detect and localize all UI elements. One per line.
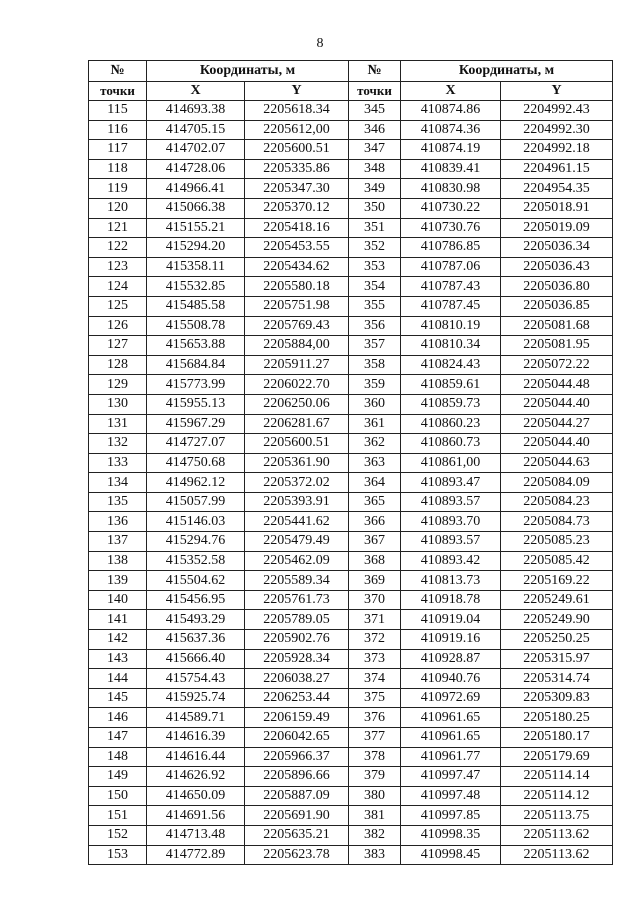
point-number-cell: 120 — [89, 198, 147, 218]
y-coordinate-cell: 2206159.49 — [245, 708, 349, 728]
y-coordinate-cell: 2205169.22 — [501, 571, 613, 591]
point-number-cell: 145 — [89, 688, 147, 708]
x-coordinate-cell: 415666.40 — [147, 649, 245, 669]
y-coordinate-cell: 2206038.27 — [245, 669, 349, 689]
x-coordinate-cell: 410859.73 — [401, 394, 501, 414]
point-number-cell: 357 — [349, 336, 401, 356]
x-coordinate-cell: 410997.85 — [401, 806, 501, 826]
x-coordinate-cell: 410787.45 — [401, 296, 501, 316]
point-number-cell: 128 — [89, 355, 147, 375]
y-coordinate-cell: 2205691.90 — [245, 806, 349, 826]
table-header — [89, 61, 613, 101]
x-coordinate-cell: 414616.44 — [147, 747, 245, 767]
point-number-cell: 143 — [89, 649, 147, 669]
x-coordinate-cell: 410810.19 — [401, 316, 501, 336]
x-coordinate-cell: 415684.84 — [147, 355, 245, 375]
y-column-header: Y — [501, 82, 613, 101]
table-row — [89, 277, 613, 297]
y-coordinate-cell: 2205441.62 — [245, 512, 349, 532]
x-coordinate-cell: 415754.43 — [147, 669, 245, 689]
point-number-cell: 379 — [349, 767, 401, 787]
point-number-cell: 371 — [349, 610, 401, 630]
point-number-cell: 139 — [89, 571, 147, 591]
y-coordinate-cell: 2205635.21 — [245, 825, 349, 845]
x-coordinate-cell: 414962.12 — [147, 473, 245, 493]
point-number-cell: 118 — [89, 159, 147, 179]
x-coordinate-cell: 414691.56 — [147, 806, 245, 826]
y-coordinate-cell: 2205084.73 — [501, 512, 613, 532]
x-coordinate-cell: 415294.20 — [147, 238, 245, 258]
x-coordinate-cell: 415967.29 — [147, 414, 245, 434]
table-row — [89, 296, 613, 316]
x-coordinate-cell: 410874.19 — [401, 140, 501, 160]
y-coordinate-cell: 2205085.23 — [501, 532, 613, 552]
y-coordinate-cell: 2205044.48 — [501, 375, 613, 395]
point-number-cell: 130 — [89, 394, 147, 414]
table-row — [89, 767, 613, 787]
x-coordinate-cell: 410919.04 — [401, 610, 501, 630]
y-coordinate-cell: 2204961.15 — [501, 159, 613, 179]
y-coordinate-cell: 2205761.73 — [245, 590, 349, 610]
page-number: 8 — [316, 36, 324, 51]
point-number-cell: 362 — [349, 434, 401, 454]
x-coordinate-cell: 414650.09 — [147, 786, 245, 806]
x-coordinate-cell: 414616.39 — [147, 728, 245, 748]
table-row — [89, 669, 613, 689]
point-number-cell: 368 — [349, 551, 401, 571]
x-coordinate-cell: 410928.87 — [401, 649, 501, 669]
y-coordinate-cell: 2205113.62 — [501, 825, 613, 845]
point-number-cell: 361 — [349, 414, 401, 434]
y-coordinate-cell: 2205896.66 — [245, 767, 349, 787]
y-coordinate-cell: 2205623.78 — [245, 845, 349, 865]
x-coordinate-cell: 415508.78 — [147, 316, 245, 336]
point-number-cell: 350 — [349, 198, 401, 218]
point-number-header: № — [349, 61, 401, 82]
y-coordinate-cell: 2205114.12 — [501, 786, 613, 806]
point-number-cell: 150 — [89, 786, 147, 806]
y-coordinate-cell: 2205180.25 — [501, 708, 613, 728]
point-number-cell: 365 — [349, 492, 401, 512]
x-coordinate-cell: 410998.45 — [401, 845, 501, 865]
x-coordinate-cell: 415955.13 — [147, 394, 245, 414]
point-number-cell: 152 — [89, 825, 147, 845]
x-coordinate-cell: 410893.42 — [401, 551, 501, 571]
x-coordinate-cell: 415637.36 — [147, 630, 245, 650]
y-coordinate-cell: 2205180.17 — [501, 728, 613, 748]
x-coordinate-cell: 414702.07 — [147, 140, 245, 160]
y-coordinate-cell: 2205884,00 — [245, 336, 349, 356]
point-number-cell: 381 — [349, 806, 401, 826]
y-coordinate-cell: 2206022.70 — [245, 375, 349, 395]
x-coordinate-cell: 415493.29 — [147, 610, 245, 630]
y-coordinate-cell: 2205081.95 — [501, 336, 613, 356]
y-coordinate-cell: 2205019.09 — [501, 218, 613, 238]
y-coordinate-cell: 2205036.34 — [501, 238, 613, 258]
x-coordinate-cell: 415146.03 — [147, 512, 245, 532]
x-coordinate-cell: 414772.89 — [147, 845, 245, 865]
table-row — [89, 140, 613, 160]
x-coordinate-cell: 410830.98 — [401, 179, 501, 199]
point-number-cell: 119 — [89, 179, 147, 199]
x-column-header: X — [147, 82, 245, 101]
point-number-cell: 116 — [89, 120, 147, 140]
x-coordinate-cell: 415504.62 — [147, 571, 245, 591]
table-row — [89, 688, 613, 708]
y-coordinate-cell: 2205113.75 — [501, 806, 613, 826]
point-number-cell: 352 — [349, 238, 401, 258]
point-number-cell: 153 — [89, 845, 147, 865]
y-coordinate-cell: 2205314.74 — [501, 669, 613, 689]
y-coordinate-cell: 2206250.06 — [245, 394, 349, 414]
point-number-cell: 376 — [349, 708, 401, 728]
y-coordinate-cell: 2205309.83 — [501, 688, 613, 708]
point-number-cell: 374 — [349, 669, 401, 689]
point-number-cell: 141 — [89, 610, 147, 630]
point-number-cell: 115 — [89, 101, 147, 121]
x-coordinate-cell: 414693.38 — [147, 101, 245, 121]
point-number-cell: 353 — [349, 257, 401, 277]
y-coordinate-cell: 2205044.27 — [501, 414, 613, 434]
x-coordinate-cell: 410824.43 — [401, 355, 501, 375]
table-row — [89, 355, 613, 375]
y-coordinate-cell: 2205179.69 — [501, 747, 613, 767]
x-coordinate-cell: 415358.11 — [147, 257, 245, 277]
y-coordinate-cell: 2205600.51 — [245, 434, 349, 454]
y-coordinate-cell: 2206042.65 — [245, 728, 349, 748]
y-coordinate-cell: 2205600.51 — [245, 140, 349, 160]
table-row — [89, 453, 613, 473]
x-coordinate-cell: 410787.06 — [401, 257, 501, 277]
coordinates-table — [88, 60, 613, 865]
table-row — [89, 159, 613, 179]
point-number-cell: 140 — [89, 590, 147, 610]
y-coordinate-cell: 2204992.43 — [501, 101, 613, 121]
x-coordinate-cell: 415066.38 — [147, 198, 245, 218]
point-number-cell: 151 — [89, 806, 147, 826]
point-number-cell: 121 — [89, 218, 147, 238]
x-coordinate-cell: 410940.76 — [401, 669, 501, 689]
point-number-cell: 125 — [89, 296, 147, 316]
point-number-cell: 127 — [89, 336, 147, 356]
y-coordinate-cell: 2205393.91 — [245, 492, 349, 512]
point-number-cell: 123 — [89, 257, 147, 277]
table-row — [89, 336, 613, 356]
y-coordinate-cell: 2205434.62 — [245, 257, 349, 277]
table-row — [89, 630, 613, 650]
x-coordinate-cell: 410859.61 — [401, 375, 501, 395]
x-coordinate-cell: 410893.47 — [401, 473, 501, 493]
y-coordinate-cell: 2205113.62 — [501, 845, 613, 865]
table-row — [89, 532, 613, 552]
table-row — [89, 551, 613, 571]
y-coordinate-cell: 2205347.30 — [245, 179, 349, 199]
y-coordinate-cell: 2205589.34 — [245, 571, 349, 591]
table-row — [89, 198, 613, 218]
y-coordinate-cell: 2205084.09 — [501, 473, 613, 493]
point-word-header: точки — [349, 82, 401, 101]
x-coordinate-cell: 410860.23 — [401, 414, 501, 434]
table-row — [89, 473, 613, 493]
y-coordinate-cell: 2205315.97 — [501, 649, 613, 669]
table-row — [89, 394, 613, 414]
x-coordinate-cell: 414727.07 — [147, 434, 245, 454]
y-coordinate-cell: 2205361.90 — [245, 453, 349, 473]
y-coordinate-cell: 2204992.18 — [501, 140, 613, 160]
point-number-cell: 117 — [89, 140, 147, 160]
y-coordinate-cell: 2205769.43 — [245, 316, 349, 336]
coordinates-header: Координаты, м — [401, 61, 613, 82]
x-coordinate-cell: 410787.43 — [401, 277, 501, 297]
x-coordinate-cell: 410874.86 — [401, 101, 501, 121]
table-row — [89, 728, 613, 748]
x-coordinate-cell: 410860.73 — [401, 434, 501, 454]
y-coordinate-cell: 2205036.85 — [501, 296, 613, 316]
table-row — [89, 492, 613, 512]
x-coordinate-cell: 410874.36 — [401, 120, 501, 140]
y-coordinate-cell: 2204992.30 — [501, 120, 613, 140]
y-coordinate-cell: 2205370.12 — [245, 198, 349, 218]
point-number-cell: 129 — [89, 375, 147, 395]
x-coordinate-cell: 414713.48 — [147, 825, 245, 845]
point-number-cell: 358 — [349, 355, 401, 375]
y-column-header: Y — [245, 82, 349, 101]
point-number-cell: 354 — [349, 277, 401, 297]
table-row — [89, 571, 613, 591]
x-coordinate-cell: 410861,00 — [401, 453, 501, 473]
point-number-cell: 373 — [349, 649, 401, 669]
point-number-cell: 372 — [349, 630, 401, 650]
x-coordinate-cell: 415773.99 — [147, 375, 245, 395]
y-coordinate-cell: 2205612,00 — [245, 120, 349, 140]
point-number-cell: 375 — [349, 688, 401, 708]
y-coordinate-cell: 2204954.35 — [501, 179, 613, 199]
point-number-cell: 355 — [349, 296, 401, 316]
point-number-cell: 149 — [89, 767, 147, 787]
y-coordinate-cell: 2205018.91 — [501, 198, 613, 218]
y-coordinate-cell: 2205081.68 — [501, 316, 613, 336]
y-coordinate-cell: 2205044.63 — [501, 453, 613, 473]
x-coordinate-cell: 414589.71 — [147, 708, 245, 728]
x-coordinate-cell: 415057.99 — [147, 492, 245, 512]
y-coordinate-cell: 2205044.40 — [501, 434, 613, 454]
y-coordinate-cell: 2205335.86 — [245, 159, 349, 179]
point-number-cell: 144 — [89, 669, 147, 689]
x-coordinate-cell: 415352.58 — [147, 551, 245, 571]
y-coordinate-cell: 2205618.34 — [245, 101, 349, 121]
x-coordinate-cell: 415155.21 — [147, 218, 245, 238]
y-coordinate-cell: 2205911.27 — [245, 355, 349, 375]
point-number-cell: 348 — [349, 159, 401, 179]
x-coordinate-cell: 415653.88 — [147, 336, 245, 356]
table-row — [89, 845, 613, 865]
x-coordinate-cell: 410961.65 — [401, 708, 501, 728]
y-coordinate-cell: 2205372.02 — [245, 473, 349, 493]
y-coordinate-cell: 2205249.61 — [501, 590, 613, 610]
y-coordinate-cell: 2205036.43 — [501, 257, 613, 277]
y-coordinate-cell: 2205044.40 — [501, 394, 613, 414]
x-coordinate-cell: 410893.57 — [401, 532, 501, 552]
table-row — [89, 218, 613, 238]
y-coordinate-cell: 2205072.22 — [501, 355, 613, 375]
point-number-cell: 347 — [349, 140, 401, 160]
point-number-cell: 383 — [349, 845, 401, 865]
table-row — [89, 316, 613, 336]
point-number-cell: 136 — [89, 512, 147, 532]
point-number-cell: 137 — [89, 532, 147, 552]
point-number-cell: 356 — [349, 316, 401, 336]
y-coordinate-cell: 2205249.90 — [501, 610, 613, 630]
x-coordinate-cell: 415456.95 — [147, 590, 245, 610]
point-number-cell: 122 — [89, 238, 147, 258]
y-coordinate-cell: 2205580.18 — [245, 277, 349, 297]
x-coordinate-cell: 414966.41 — [147, 179, 245, 199]
y-coordinate-cell: 2206281.67 — [245, 414, 349, 434]
x-coordinate-cell: 410813.73 — [401, 571, 501, 591]
y-coordinate-cell: 2205479.49 — [245, 532, 349, 552]
point-number-cell: 360 — [349, 394, 401, 414]
table-row — [89, 747, 613, 767]
point-word-header: точки — [89, 82, 147, 101]
point-number-cell: 138 — [89, 551, 147, 571]
point-number-cell: 351 — [349, 218, 401, 238]
y-coordinate-cell: 2205084.23 — [501, 492, 613, 512]
table-row — [89, 434, 613, 454]
table-row — [89, 179, 613, 199]
x-coordinate-cell: 415925.74 — [147, 688, 245, 708]
table-row — [89, 512, 613, 532]
table-row — [89, 786, 613, 806]
table-row — [89, 238, 613, 258]
y-coordinate-cell: 2205462.09 — [245, 551, 349, 571]
y-coordinate-cell: 2205036.80 — [501, 277, 613, 297]
x-coordinate-cell: 415532.85 — [147, 277, 245, 297]
point-number-cell: 370 — [349, 590, 401, 610]
point-number-cell: 366 — [349, 512, 401, 532]
x-coordinate-cell: 414750.68 — [147, 453, 245, 473]
point-number-header: № — [89, 61, 147, 82]
table-row — [89, 375, 613, 395]
table-row — [89, 120, 613, 140]
point-number-cell: 382 — [349, 825, 401, 845]
x-coordinate-cell: 410919.16 — [401, 630, 501, 650]
x-coordinate-cell: 415485.58 — [147, 296, 245, 316]
point-number-cell: 346 — [349, 120, 401, 140]
x-coordinate-cell: 410730.22 — [401, 198, 501, 218]
point-number-cell: 124 — [89, 277, 147, 297]
point-number-cell: 377 — [349, 728, 401, 748]
x-coordinate-cell: 410997.48 — [401, 786, 501, 806]
y-coordinate-cell: 2205751.98 — [245, 296, 349, 316]
x-coordinate-cell: 410998.35 — [401, 825, 501, 845]
y-coordinate-cell: 2206253.44 — [245, 688, 349, 708]
x-coordinate-cell: 410893.57 — [401, 492, 501, 512]
y-coordinate-cell: 2205887.09 — [245, 786, 349, 806]
point-number-cell: 147 — [89, 728, 147, 748]
table-row — [89, 257, 613, 277]
x-coordinate-cell: 410839.41 — [401, 159, 501, 179]
point-number-cell: 349 — [349, 179, 401, 199]
point-number-cell: 363 — [349, 453, 401, 473]
point-number-cell: 134 — [89, 473, 147, 493]
coordinates-header: Координаты, м — [147, 61, 349, 82]
x-coordinate-cell: 410997.47 — [401, 767, 501, 787]
point-number-cell: 133 — [89, 453, 147, 473]
x-coordinate-cell: 414705.15 — [147, 120, 245, 140]
point-number-cell: 380 — [349, 786, 401, 806]
table-row — [89, 610, 613, 630]
x-coordinate-cell: 410893.70 — [401, 512, 501, 532]
y-coordinate-cell: 2205928.34 — [245, 649, 349, 669]
y-coordinate-cell: 2205114.14 — [501, 767, 613, 787]
point-number-cell: 132 — [89, 434, 147, 454]
y-coordinate-cell: 2205789.05 — [245, 610, 349, 630]
point-number-cell: 131 — [89, 414, 147, 434]
point-number-cell: 148 — [89, 747, 147, 767]
point-number-cell: 378 — [349, 747, 401, 767]
point-number-cell: 359 — [349, 375, 401, 395]
table-row — [89, 806, 613, 826]
x-coordinate-cell: 410961.77 — [401, 747, 501, 767]
x-coordinate-cell: 410786.85 — [401, 238, 501, 258]
y-coordinate-cell: 2205250.25 — [501, 630, 613, 650]
x-coordinate-cell: 410961.65 — [401, 728, 501, 748]
x-coordinate-cell: 410730.76 — [401, 218, 501, 238]
table-row — [89, 708, 613, 728]
table-row — [89, 825, 613, 845]
y-coordinate-cell: 2205453.55 — [245, 238, 349, 258]
x-coordinate-cell: 410810.34 — [401, 336, 501, 356]
table-row — [89, 101, 613, 121]
x-coordinate-cell: 414626.92 — [147, 767, 245, 787]
x-coordinate-cell: 410972.69 — [401, 688, 501, 708]
x-coordinate-cell: 415294.76 — [147, 532, 245, 552]
table-row — [89, 414, 613, 434]
y-coordinate-cell: 2205902.76 — [245, 630, 349, 650]
y-coordinate-cell: 2205966.37 — [245, 747, 349, 767]
y-coordinate-cell: 2205085.42 — [501, 551, 613, 571]
point-number-cell: 135 — [89, 492, 147, 512]
table-body — [89, 101, 613, 865]
point-number-cell: 345 — [349, 101, 401, 121]
point-number-cell: 364 — [349, 473, 401, 493]
y-coordinate-cell: 2205418.16 — [245, 218, 349, 238]
point-number-cell: 142 — [89, 630, 147, 650]
x-coordinate-cell: 410918.78 — [401, 590, 501, 610]
point-number-cell: 367 — [349, 532, 401, 552]
table-row — [89, 590, 613, 610]
x-coordinate-cell: 414728.06 — [147, 159, 245, 179]
table-row — [89, 649, 613, 669]
point-number-cell: 126 — [89, 316, 147, 336]
point-number-cell: 146 — [89, 708, 147, 728]
x-column-header: X — [401, 82, 501, 101]
point-number-cell: 369 — [349, 571, 401, 591]
